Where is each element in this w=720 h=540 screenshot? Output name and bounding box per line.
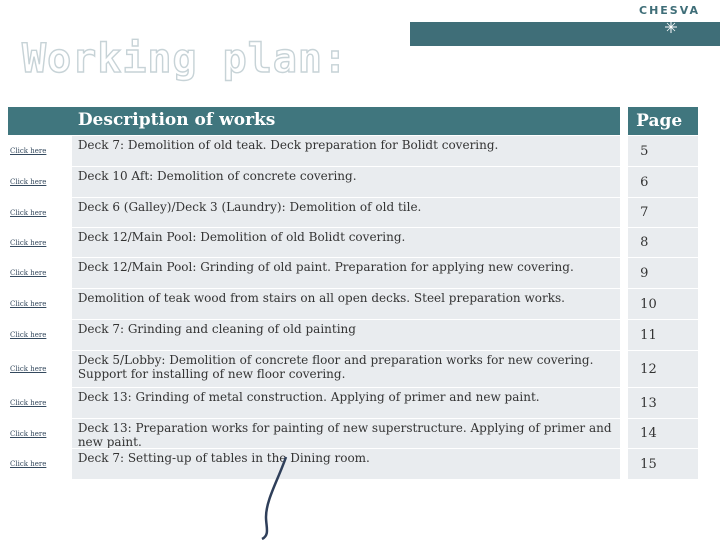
work-description: Demolition of teak wood from stairs on all open decks. Steel preparation works. — [72, 289, 620, 319]
work-description: Deck 12/Main Pool: Demolition of old Bolidt covering. — [72, 228, 620, 257]
click-here-link[interactable]: Click here — [10, 365, 47, 373]
page-number: 15 — [628, 449, 698, 479]
table-row — [8, 197, 698, 227]
work-description: Deck 6 (Galley)/Deck 3 (Laundry): Demolition of old tile. — [72, 198, 620, 227]
top-bar — [0, 0, 720, 22]
table-row — [8, 387, 698, 418]
table-row — [8, 350, 698, 387]
work-description: Deck 7: Demolition of old teak. Deck preparation for Bolidt covering. — [72, 136, 620, 166]
page-number: 13 — [628, 388, 698, 418]
work-description: Deck 13: Preparation works for painting of new superstructure. Applying of primer and new paint. — [72, 419, 620, 448]
click-here-link[interactable]: Click here — [10, 178, 47, 186]
logo-mark-icon — [664, 20, 678, 34]
page-number: 8 — [628, 228, 698, 257]
page-number: 14 — [628, 419, 698, 448]
work-description: Deck 10 Aft: Demolition of concrete covering. — [72, 167, 620, 197]
work-description: Deck 7: Setting-up of tables in the Dining room. — [72, 449, 620, 479]
table-row — [8, 288, 698, 319]
brand-logo: CHESVA — [639, 4, 700, 17]
click-here-link[interactable]: Click here — [10, 269, 47, 277]
table-header-row — [8, 106, 698, 135]
page-number: 9 — [628, 258, 698, 288]
click-here-link[interactable]: Click here — [10, 429, 47, 438]
table-row — [8, 448, 698, 479]
work-description: Deck 7: Grinding and cleaning of old painting — [72, 320, 620, 350]
table-row — [8, 257, 698, 288]
page-title: Working plan: — [22, 36, 349, 82]
page-number: 12 — [628, 351, 698, 387]
work-description: Deck 13: Grinding of metal construction. Applying of primer and new paint. — [72, 388, 620, 418]
work-description: Deck 5/Lobby: Demolition of concrete floor and preparation works for new covering. Support for installing of new floor covering. — [72, 351, 620, 387]
header-link-cell — [8, 107, 72, 135]
page-number: 10 — [628, 289, 698, 319]
click-here-link[interactable]: Click here — [10, 238, 47, 247]
work-description: Deck 12/Main Pool: Grinding of old paint. Preparation for applying new covering. — [72, 258, 620, 288]
decorative-stroke — [256, 455, 296, 540]
works-table — [8, 106, 698, 479]
header-description: Description of works — [72, 107, 620, 135]
table-row — [8, 319, 698, 350]
table-row — [8, 166, 698, 197]
page-number: 7 — [628, 198, 698, 227]
click-here-link[interactable]: Click here — [10, 300, 47, 308]
table-row — [8, 135, 698, 166]
page-number: 11 — [628, 320, 698, 350]
table-row — [8, 227, 698, 257]
click-here-link[interactable]: Click here — [10, 147, 47, 155]
click-here-link[interactable]: Click here — [10, 399, 47, 407]
click-here-link[interactable]: Click here — [10, 331, 47, 339]
header-page: Page — [628, 107, 698, 135]
click-here-link[interactable]: Click here — [10, 460, 47, 468]
click-here-link[interactable]: Click here — [10, 208, 47, 217]
page-number: 5 — [628, 136, 698, 166]
table-row — [8, 418, 698, 448]
page-number: 6 — [628, 167, 698, 197]
